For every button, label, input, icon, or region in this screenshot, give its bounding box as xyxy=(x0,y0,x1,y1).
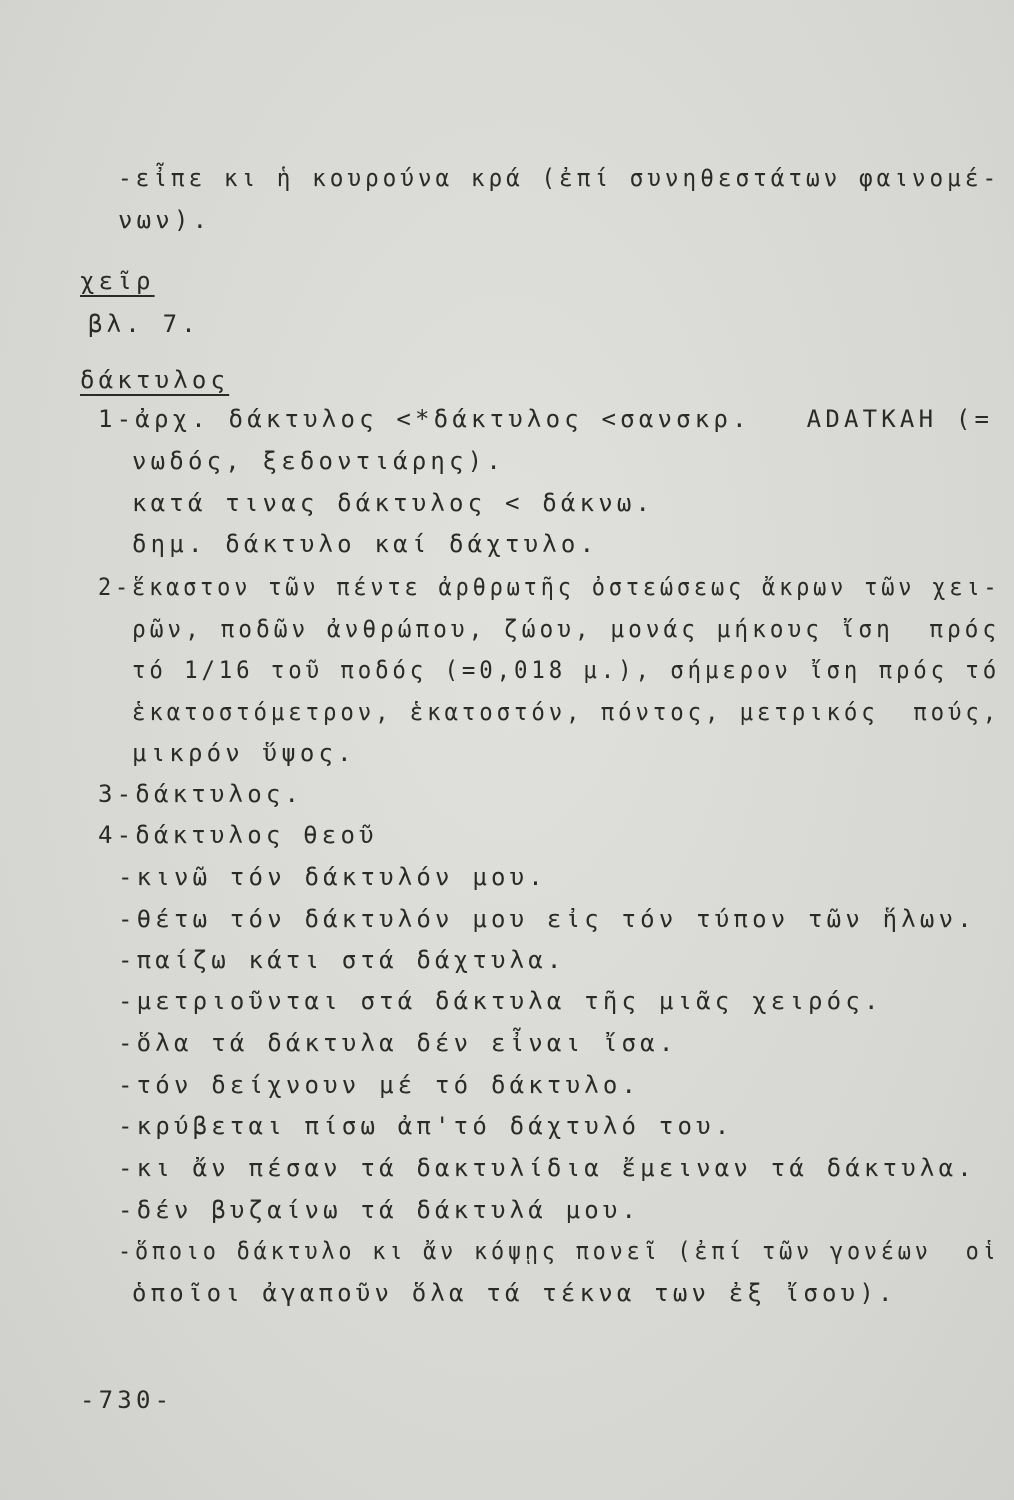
text-line: 3-δάκτυλος. xyxy=(98,780,304,808)
text-line: 1-ἀρχ. δάκτυλος <*δάκτυλος <σανσκρ. ADATKAH (= xyxy=(98,405,994,433)
text-line: μικρόν ὕψος. xyxy=(132,739,356,767)
text-line: -κινῶ τόν δάκτυλόν μου. xyxy=(118,863,547,891)
text-line: -κι ἄν πέσαν τά δακτυλίδια ἔμειναν τά δάκτυλα. xyxy=(118,1154,976,1182)
text-line: -τόν δείχνουν μέ τό δάκτυλο. xyxy=(118,1071,641,1099)
text-line: -θέτω τόν δάκτυλόν μου εἰς τόν τύπον τῶν ἥλων. xyxy=(118,905,976,933)
text-line: ρῶν, ποδῶν ἀνθρώπου, ζώου, μονάς μήκους ἴση πρός xyxy=(132,615,1001,643)
text-line: -ὅλα τά δάκτυλα δέν εἶναι ἴσα. xyxy=(118,1029,678,1057)
text-line: -μετριοῦνται στά δάκτυλα τῆς μιᾶς χειρός. xyxy=(118,987,883,1015)
text-line: νων). xyxy=(118,206,212,234)
text-line: -δέν βυζαίνω τά δάκτυλά μου. xyxy=(118,1196,641,1224)
text-line: ὁποῖοι ἀγαποῦν ὅλα τά τέκνα των ἐξ ἴσου). xyxy=(132,1279,897,1307)
text-line: κατά τινας δάκτυλος < δάκνω. xyxy=(132,489,655,517)
text-line: -παίζω κάτι στά δάχτυλα. xyxy=(118,946,566,974)
text-line: -ὅποιο δάκτυλο κι ἄν κόψῃς πονεῖ (ἐπί τῶν γονέων οἱ xyxy=(118,1237,1000,1265)
text-line: δημ. δάκτυλο καί δάχτυλο. xyxy=(132,530,599,558)
text-line: 2-ἕκαστον τῶν πέντε ἀρθρωτῆς ὀστεώσεως ἄκρων τῶν χει- xyxy=(98,573,1001,601)
headword-cheir: χεῖρ xyxy=(80,267,155,295)
text-line: ἑκατοστόμετρον, ἑκατοστόν, πόντος, μετρικός πούς, xyxy=(132,698,1001,726)
text-line: νωδός, ξεδοντιάρης). xyxy=(132,447,505,475)
text-line: βλ. 7. xyxy=(88,310,200,338)
text-line: τό 1/16 τοῦ ποδός (=0,018 μ.), σήμερον ἴση πρός τό xyxy=(132,656,1001,684)
text-line: 4-δάκτυλος θεοῦ xyxy=(98,821,378,849)
page-number: -730- xyxy=(80,1386,174,1414)
headword-daktylos: δάκτυλος xyxy=(80,366,230,394)
text-line: -κρύβεται πίσω ἀπ'τό δάχτυλό του. xyxy=(118,1112,734,1140)
text-line: -εἶπε κι ἡ κουρούνα κρά (ἐπί συνηθεστάτων φαινομέ- xyxy=(118,164,1001,192)
